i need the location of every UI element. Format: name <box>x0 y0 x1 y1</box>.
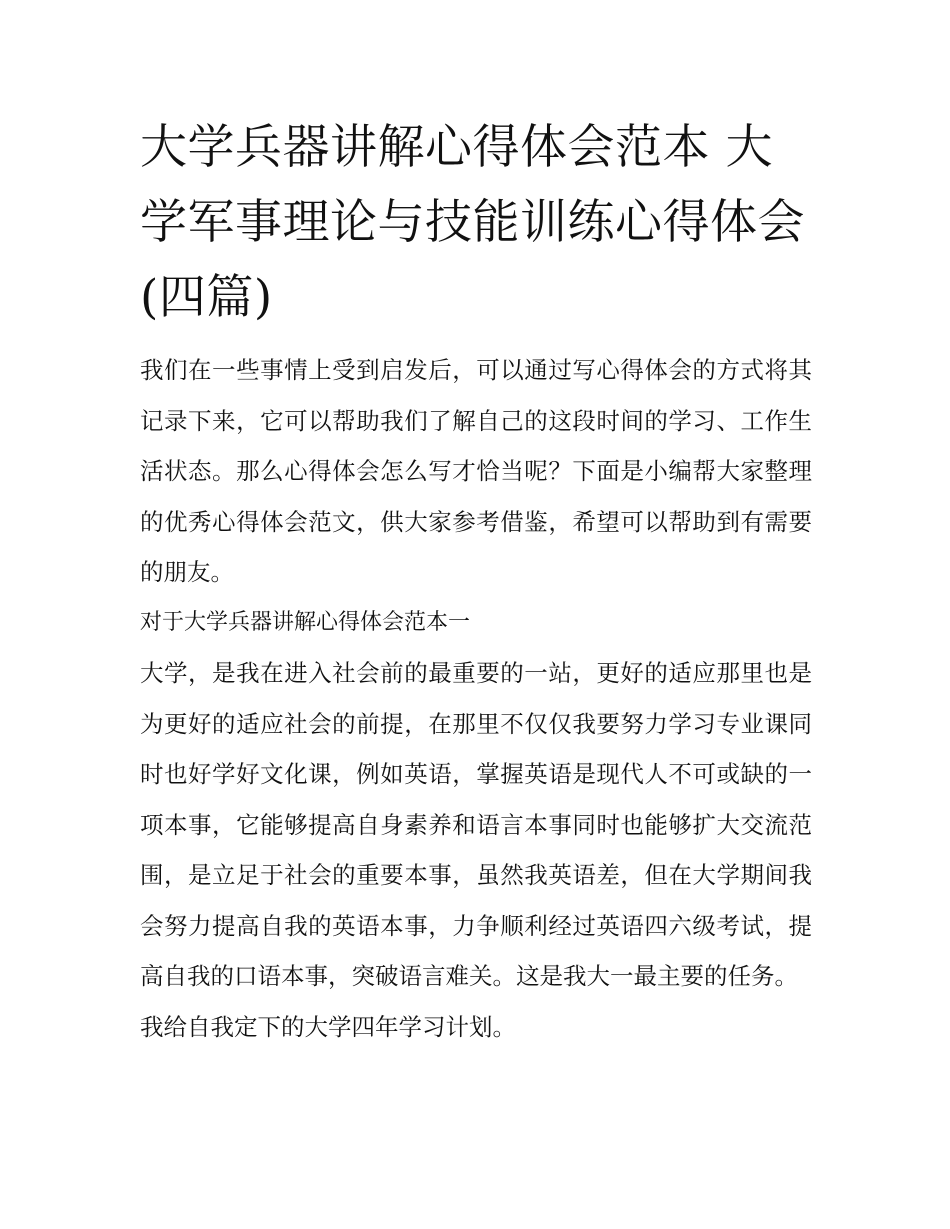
document-title: 大学兵器讲解心得体会范本 大学军事理论与技能训练心得体会(四篇) <box>140 120 805 325</box>
body-paragraph-2: 我给自我定下的大学四年学习计划。 <box>140 1012 516 1041</box>
section-heading: 对于大学兵器讲解心得体会范本一 <box>140 609 471 635</box>
document-page <box>140 110 812 1052</box>
body-paragraph-1: 大学，是我在进入社会前的最重要的一站，更好的适应那里也是为更好的适应社会的前提，在那里不仅仅我要努力学习专业课同时也好学好文化课，例如英语，掌握英语是现代人不可或缺的一项本事，它能够提高自身素养和语言本事同时也能够扩大交流范围，是立足于社会的重要本事，虽然我英语差，但在大学期间我会努力提高自我的英语本事，力争顺利经过英语四六级考试，提高自我的口语本事，突破语言难关。这是我大一最主要的任务。 <box>140 659 812 990</box>
intro-paragraph: 我们在一些事情上受到启发后，可以通过写心得体会的方式将其记录下来，它可以帮助我们了解自己的这段时间的学习、工作生活状态。那么心得体会怎么写才恰当呢？下面是小编帮大家整理的优秀心得体会范文，供大家参考借鉴，希望可以帮助到有需要的朋友。 <box>140 356 812 586</box>
document-body <box>140 345 812 1052</box>
